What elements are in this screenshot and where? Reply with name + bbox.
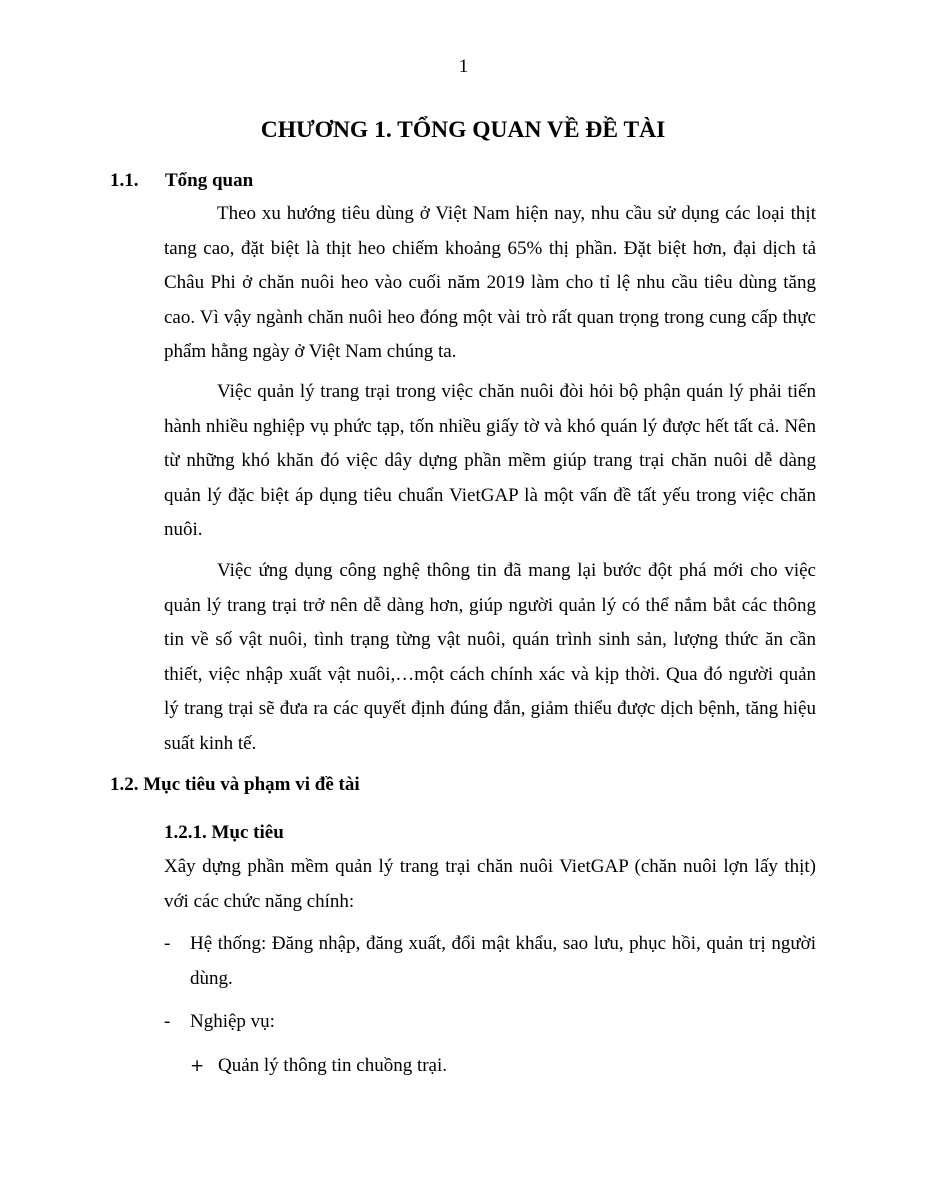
dash-marker: - <box>164 933 171 954</box>
dash-marker: - <box>164 1011 171 1032</box>
section-title: Tổng quan <box>165 170 254 191</box>
paragraph-1: Theo xu hướng tiêu dùng ở Việt Nam hiện nay, nhu cầu sử dụng các loại thịt tang cao, đặt biệt là thịt heo chiếm khoảng 65% thị phần. Đặt biệt hơn, đại dịch tả Châu Phi ở chăn nuôi heo vào cuối năm 2019 làm cho tỉ lệ nhu cầu tiêu dùng tăng cao. Vì vậy ngành chăn nuôi heo đóng một vài trò rất quan trọng trong cung cấp thực phẩm hằng ngày ở Việt Nam chúng ta. <box>164 203 816 362</box>
plus-marker: + <box>190 1056 205 1076</box>
list-item-system <box>164 927 816 996</box>
paragraph-3: Việc ứng dụng công nghệ thông tin đã mang lại bước đột phá mới cho việc quản lý trang trại trở nên dễ dàng hơn, giúp người quản lý có thể nắm bắt các thông tin về số vật nuôi, tình trạng từng vật nuôi, quán trình sinh sản, lượng thức ăn cần thiết, việc nhập xuất vật nuôi,…một cách chính xác và kịp thời. Qua đó người quản lý trang trại sẽ đưa ra các quyết định đúng đắn, giảm thiểu được dịch bệnh, tăng hiệu suất kinh tế. <box>164 560 816 754</box>
subsection-heading-1-2-1: 1.2.1. Mục tiêu <box>164 822 284 843</box>
page-number: 1 <box>458 56 469 77</box>
section-heading-1-2: 1.2. Mục tiêu và phạm vi đề tài <box>110 774 360 795</box>
objective-intro: Xây dựng phần mềm quản lý trang trại chăn nuôi VietGAP (chăn nuôi lợn lấy thịt) với các chức năng chính: <box>164 856 816 912</box>
list-item-text: Nghiệp vụ: <box>190 1011 275 1032</box>
paragraph-2: Việc quản lý trang trại trong việc chăn nuôi đòi hỏi bộ phận quán lý phải tiến hành nhiều nghiệp vụ phức tạp, tốn nhiều giấy tờ và khó quán lý được hết tất cả. Nên từ những khó khăn đó việc dây dựng phần mềm giúp trang trại chăn nuôi dễ dàng quản lý đặc biệt áp dụng tiêu chuẩn VietGAP là một vấn đề tất yếu trong việc chăn nuôi. <box>164 381 816 540</box>
sub-list-item-text: Quản lý thông tin chuồng trại. <box>218 1055 448 1076</box>
sub-list-item-barn <box>190 1049 816 1084</box>
section-heading-1-1 <box>110 170 253 192</box>
list-item-operations <box>164 1005 816 1040</box>
chapter-title: CHƯƠNG 1. TỔNG QUAN VỀ ĐỀ TÀI <box>260 117 666 143</box>
list-item-text: Hệ thống: Đăng nhập, đăng xuất, đổi mật khẩu, sao lưu, phục hồi, quản trị người dùng. <box>190 933 816 989</box>
section-number: 1.1. <box>110 170 139 191</box>
